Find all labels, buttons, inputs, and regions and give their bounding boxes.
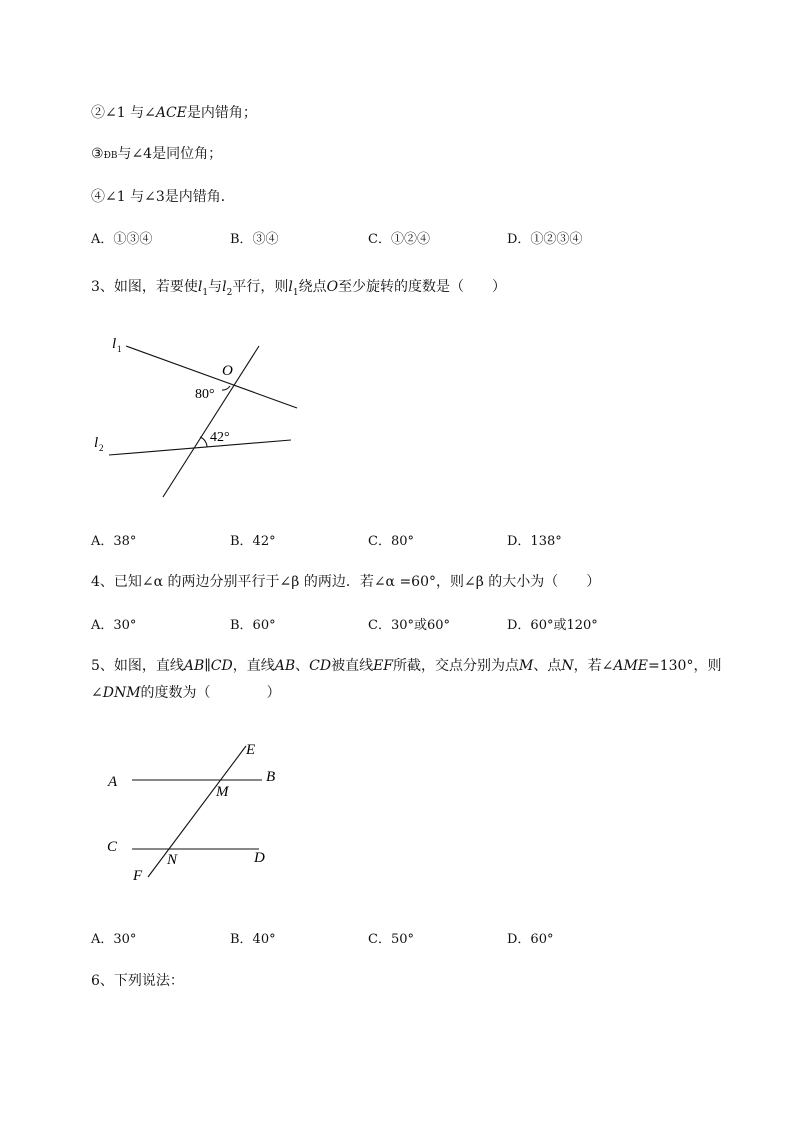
q5-text: 被直线 [331,658,374,674]
q5-text: =130°，则 [648,658,722,674]
angle-dnm: DNM [102,685,141,701]
q5-text: 所截，交点分别为点 [393,658,520,674]
line-l1: l [197,279,203,295]
statement-number: ④ [91,189,105,205]
q4-option-d[interactable]: D．60°或120° [507,618,598,633]
q5-text: ∠ [91,685,103,701]
q3-text: 3、如图，若要使 [91,279,198,295]
line-ef [148,746,246,877]
label-c: C [107,839,118,855]
label-n: N [167,852,178,868]
q5-text: 5、如图，直线 [91,658,184,674]
statement-text: ∠1 与∠3是内错角． [105,189,235,205]
label-d: D [254,850,265,866]
point-o-label: O [222,363,233,379]
q5-option-a[interactable]: A．30° [91,932,137,947]
q5-text: 的度数为（ ） [140,685,281,701]
point-o: O [326,279,339,295]
q6-stem: 6、下列说法： [91,973,184,989]
q2-option-d[interactable]: D．①②③④ [507,232,583,247]
l1-subscript: 1 [117,344,122,354]
q3-text: 平行，则 [232,279,289,295]
l1-label: l [112,336,117,352]
point-n: N [561,658,574,674]
q5-option-c[interactable]: C．50° [368,932,414,947]
q3-option-d[interactable]: D．138° [507,534,562,549]
subscript: 1 [202,287,209,298]
l2-label: l [94,435,99,451]
q2-option-c[interactable]: C．①②④ [368,232,430,247]
label-f: F [133,868,143,884]
q3-text: 绕点 [298,279,327,295]
q2-option-b[interactable]: B．③④ [230,232,279,247]
q2-option-a[interactable]: A．①③④ [91,232,153,247]
line-ab: AB [274,658,296,674]
label-a: A [108,774,118,790]
q3-option-b[interactable]: B．42° [230,534,276,549]
statement-text: ∠1 与∠ [105,105,156,121]
q5-text: ，直线 [232,658,275,674]
line-ef: EF [373,658,394,674]
q5-text: 、点 [533,658,562,674]
q5-text: ，若∠ [573,658,614,674]
angle-ame: AME [613,658,649,674]
line-l1: l [288,279,293,295]
point-m: M [519,658,534,674]
statement-number: ③ [91,146,104,162]
angle-glyph: ÐB [103,151,118,161]
q3-option-a[interactable]: A．38° [91,534,137,549]
line-l2: l [222,279,227,295]
q3-option-c[interactable]: C．80° [368,534,414,549]
q4-option-c[interactable]: C．30°或60° [368,618,451,633]
subscript: 1 [292,287,299,298]
angle-42-label: 42° [210,430,230,445]
statement-number: ② [91,105,105,121]
label-b: B [266,769,276,785]
q3-text: 与 [208,279,223,295]
q5-option-b[interactable]: B．40° [230,932,276,947]
line-cd: CD [309,658,332,674]
angle-name: ACE [155,105,187,121]
label-e: E [246,742,256,758]
q5-text: 、 [295,658,310,674]
subscript: 2 [226,287,233,298]
q4-option-b[interactable]: B．60° [230,618,276,633]
parallel-lines: AB∥CD [183,658,233,674]
l2-subscript: 2 [99,443,104,453]
angle-80-label: 80° [195,387,215,402]
statement-text: 是内错角； [186,105,257,121]
statement-text: 与∠4是同位角； [117,146,223,162]
q5-option-d[interactable]: D．60° [507,932,554,947]
q3-text: 至少旋转的度数是（ ） [338,279,507,295]
q4-stem: 4、已知∠α 的两边分别平行于∠β 的两边．若∠α =60°，则∠β 的大小为（ ） [91,574,601,590]
label-m: M [216,784,229,800]
q4-option-a[interactable]: A．30° [91,618,137,633]
